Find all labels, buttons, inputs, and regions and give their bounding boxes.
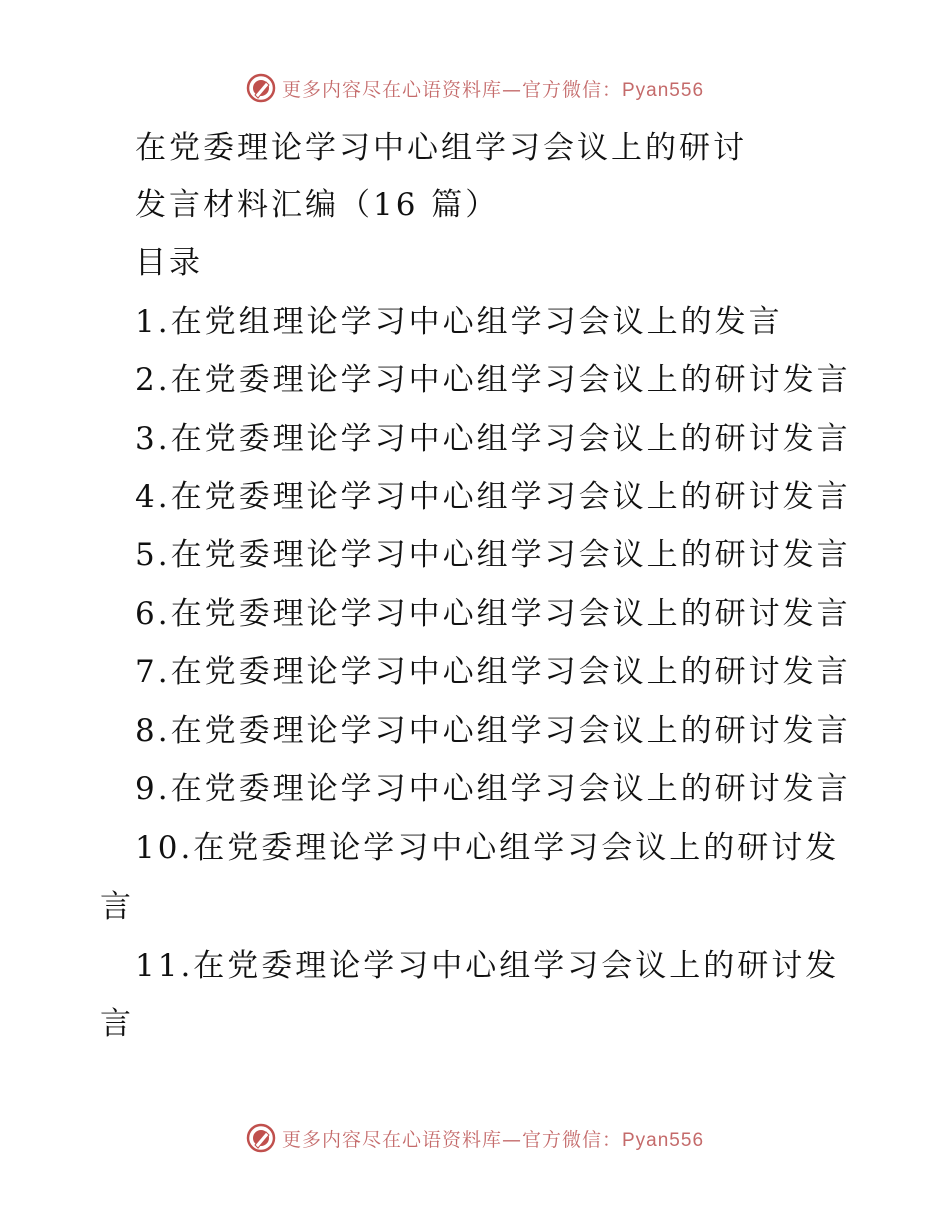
footer-watermark <box>0 1118 950 1158</box>
pen-seal-logo-icon <box>246 73 276 103</box>
toc-item-11-wrap: 言 <box>100 1006 134 1042</box>
toc-item-4: 4.在党委理论学习中心组学习会议上的研讨发言 <box>135 479 851 515</box>
toc-item-8: 8.在党委理论学习中心组学习会议上的研讨发言 <box>135 713 851 749</box>
toc-heading: 目录 <box>135 245 203 281</box>
toc-item-9: 9.在党委理论学习中心组学习会议上的研讨发言 <box>135 771 851 807</box>
toc-item-11: 11.在党委理论学习中心组学习会议上的研讨发 <box>135 948 840 984</box>
toc-item-5: 5.在党委理论学习中心组学习会议上的研讨发言 <box>135 537 851 573</box>
document-title-line-1: 在党委理论学习中心组学习会议上的研讨 <box>135 130 747 166</box>
watermark-text: 更多内容尽在心语资料库—官方微信：Pyan556 <box>281 1128 705 1151</box>
pen-seal-logo-icon <box>246 1123 276 1153</box>
toc-item-10: 10.在党委理论学习中心组学习会议上的研讨发 <box>135 830 840 866</box>
toc-item-6: 6.在党委理论学习中心组学习会议上的研讨发言 <box>135 596 851 632</box>
watermark-text: 更多内容尽在心语资料库—官方微信：Pyan556 <box>281 78 705 101</box>
toc-item-1: 1.在党组理论学习中心组学习会议上的发言 <box>135 304 783 340</box>
toc-item-3: 3.在党委理论学习中心组学习会议上的研讨发言 <box>135 421 851 457</box>
toc-item-10-wrap: 言 <box>100 889 134 925</box>
document-title-line-2: 发言材料汇编（16 篇） <box>135 187 500 223</box>
header-watermark <box>0 68 950 108</box>
toc-item-7: 7.在党委理论学习中心组学习会议上的研讨发言 <box>135 654 851 690</box>
toc-item-2: 2.在党委理论学习中心组学习会议上的研讨发言 <box>135 362 851 398</box>
